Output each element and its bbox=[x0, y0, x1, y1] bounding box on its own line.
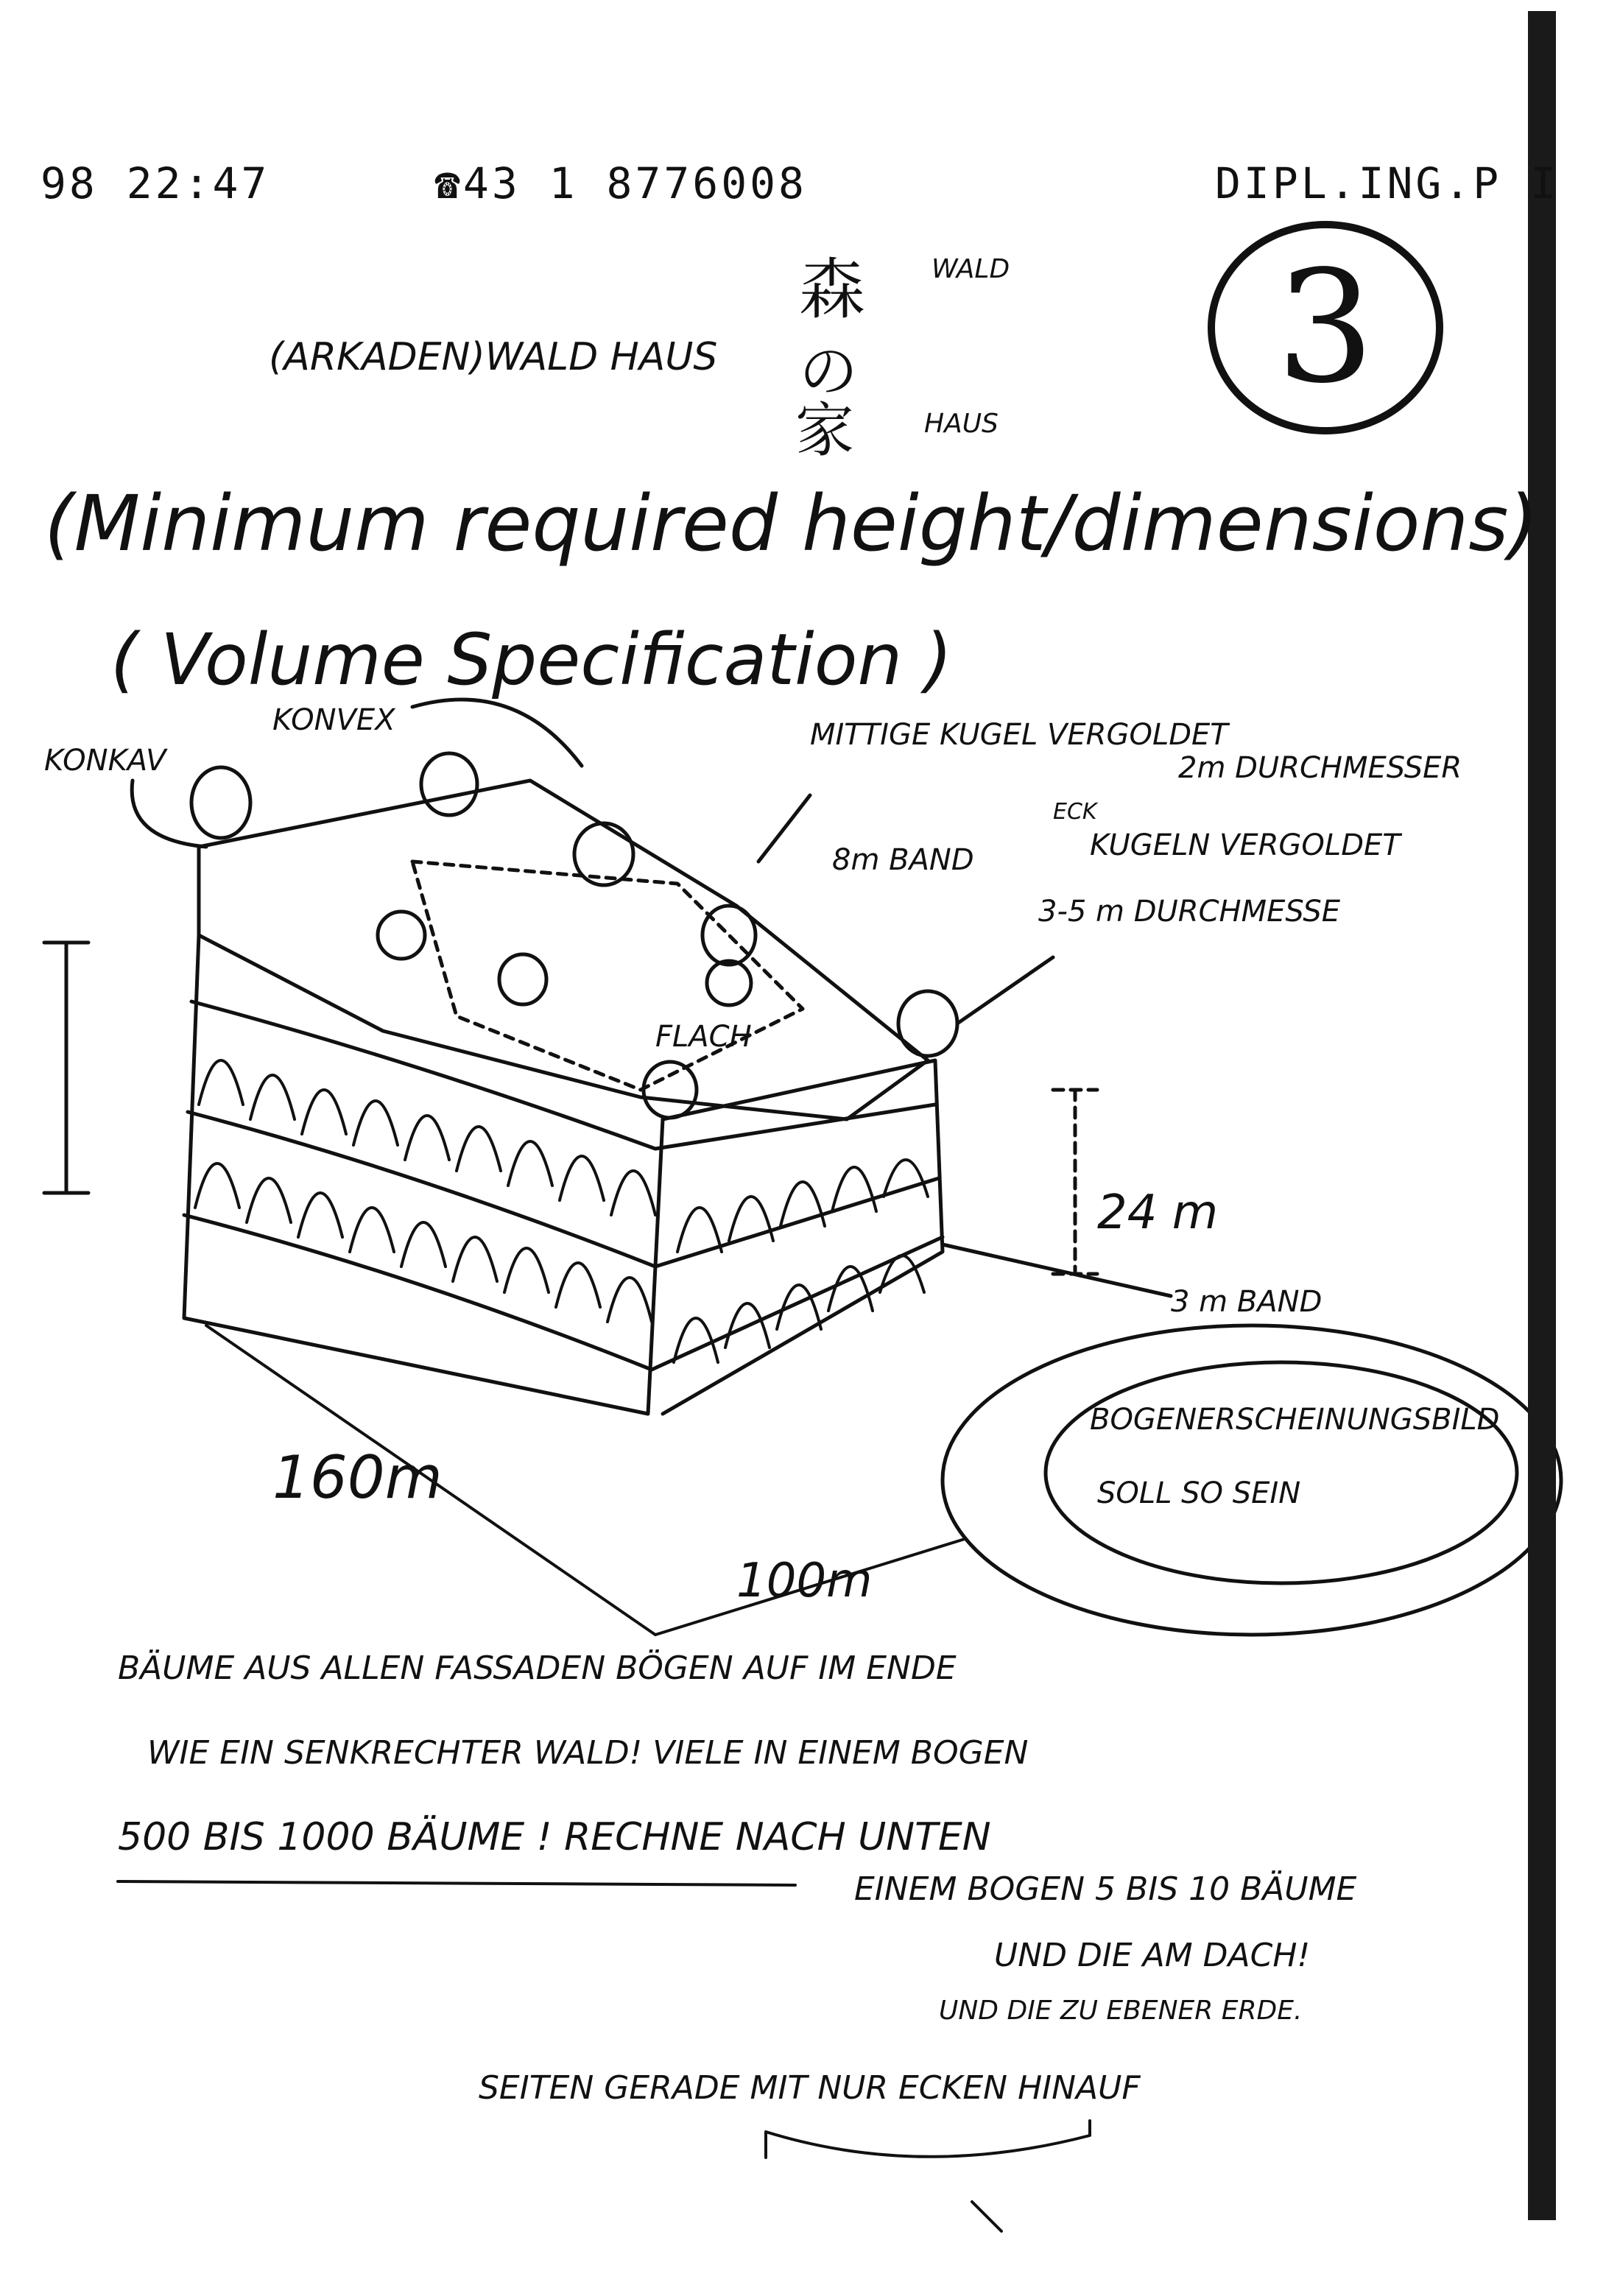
label-bogen-erscheinungsbild: BOGENERSCHEINUNGSBILD bbox=[1090, 1403, 1500, 1437]
note-line-5: UND DIE AM DACH! bbox=[994, 1937, 1311, 1974]
leader-eck bbox=[957, 957, 1053, 1024]
label-mittige-kugel: MITTIGE KUGEL VERGOLDET bbox=[810, 718, 1228, 752]
title-haus-gloss: HAUS bbox=[924, 409, 999, 439]
fax-margin-bar bbox=[1528, 11, 1556, 2220]
roof-inner-flat bbox=[412, 862, 803, 1090]
bottom-tick bbox=[972, 2202, 1001, 2231]
note-line-3: 500 BIS 1000 BÄUME ! RECHNE NACH UNTEN bbox=[118, 1815, 991, 1859]
note-line-2: WIE EIN SENKRECHTER WALD! VIELE IN EINEM BOGEN bbox=[147, 1734, 1029, 1772]
leader-mittige bbox=[758, 795, 810, 862]
note-line-7: SEITEN GERADE MIT NUR ECKEN HINAUF bbox=[479, 2069, 1141, 2107]
note-line-1: BÄUME AUS ALLEN FASSADEN BÖGEN AUF IM ENDE bbox=[118, 1649, 957, 1687]
label-soll-so-sein: SOLL SO SEIN bbox=[1097, 1476, 1301, 1510]
fax-header-phone: ☎43 1 8776008 bbox=[434, 158, 807, 208]
label-konvex: KONVEX bbox=[272, 703, 395, 737]
label-3m-band: 3 m BAND bbox=[1171, 1285, 1323, 1319]
label-eck-durchmesser: 3-5 m DURCHMESSE bbox=[1038, 895, 1341, 929]
label-eck: ECK bbox=[1053, 799, 1097, 825]
notes-underline bbox=[118, 1881, 795, 1885]
note-line-4: EINEM BOGEN 5 BIS 10 BÄUME bbox=[854, 1870, 1357, 1908]
bottom-bracket bbox=[766, 2121, 1090, 2158]
arches-row-1 bbox=[199, 1060, 928, 1252]
label-mittige-durchmesser: 2m DURCHMESSER bbox=[1178, 751, 1462, 785]
label-flach: FLACH bbox=[655, 1020, 752, 1054]
heading-minimum-height: (Minimum required height/dimensions) bbox=[44, 479, 1539, 568]
label-height-24m: 24 m bbox=[1097, 1186, 1219, 1240]
heading-volume-spec: ( Volume Specification ) bbox=[110, 619, 953, 701]
label-konkav: KONKAV bbox=[44, 744, 166, 778]
dimension-left bbox=[44, 943, 88, 1193]
facade-long-outline bbox=[184, 935, 663, 1414]
leader-3m bbox=[943, 1244, 1171, 1296]
dimension-24m bbox=[1053, 1090, 1097, 1274]
title-cjk-ie: 家 bbox=[795, 396, 854, 465]
note-line-6: UND DIE ZU EBENER ERDE. bbox=[939, 1996, 1303, 2026]
roof-outline bbox=[199, 781, 928, 1119]
title-arkaden-wald-haus: (ARKADEN)WALD HAUS bbox=[269, 335, 718, 379]
label-8m-band: 8m BAND bbox=[832, 843, 974, 877]
label-width-100m: 100m bbox=[736, 1554, 873, 1608]
title-cjk-mori: 森 bbox=[799, 251, 865, 328]
title-wald-gloss: WALD bbox=[932, 254, 1010, 284]
title-cjk-no: の bbox=[799, 337, 858, 406]
label-length-160m: 160m bbox=[272, 1443, 443, 1512]
page-number-circled: 3 bbox=[1208, 221, 1443, 434]
bogen-note-circle-inner bbox=[1046, 1362, 1517, 1583]
fax-header-sender: DIPL.ING.P I bbox=[1215, 158, 1560, 208]
fax-header-time: 98 22:47 bbox=[40, 158, 270, 208]
label-eck-kugeln: KUGELN VERGOLDET bbox=[1090, 828, 1401, 862]
